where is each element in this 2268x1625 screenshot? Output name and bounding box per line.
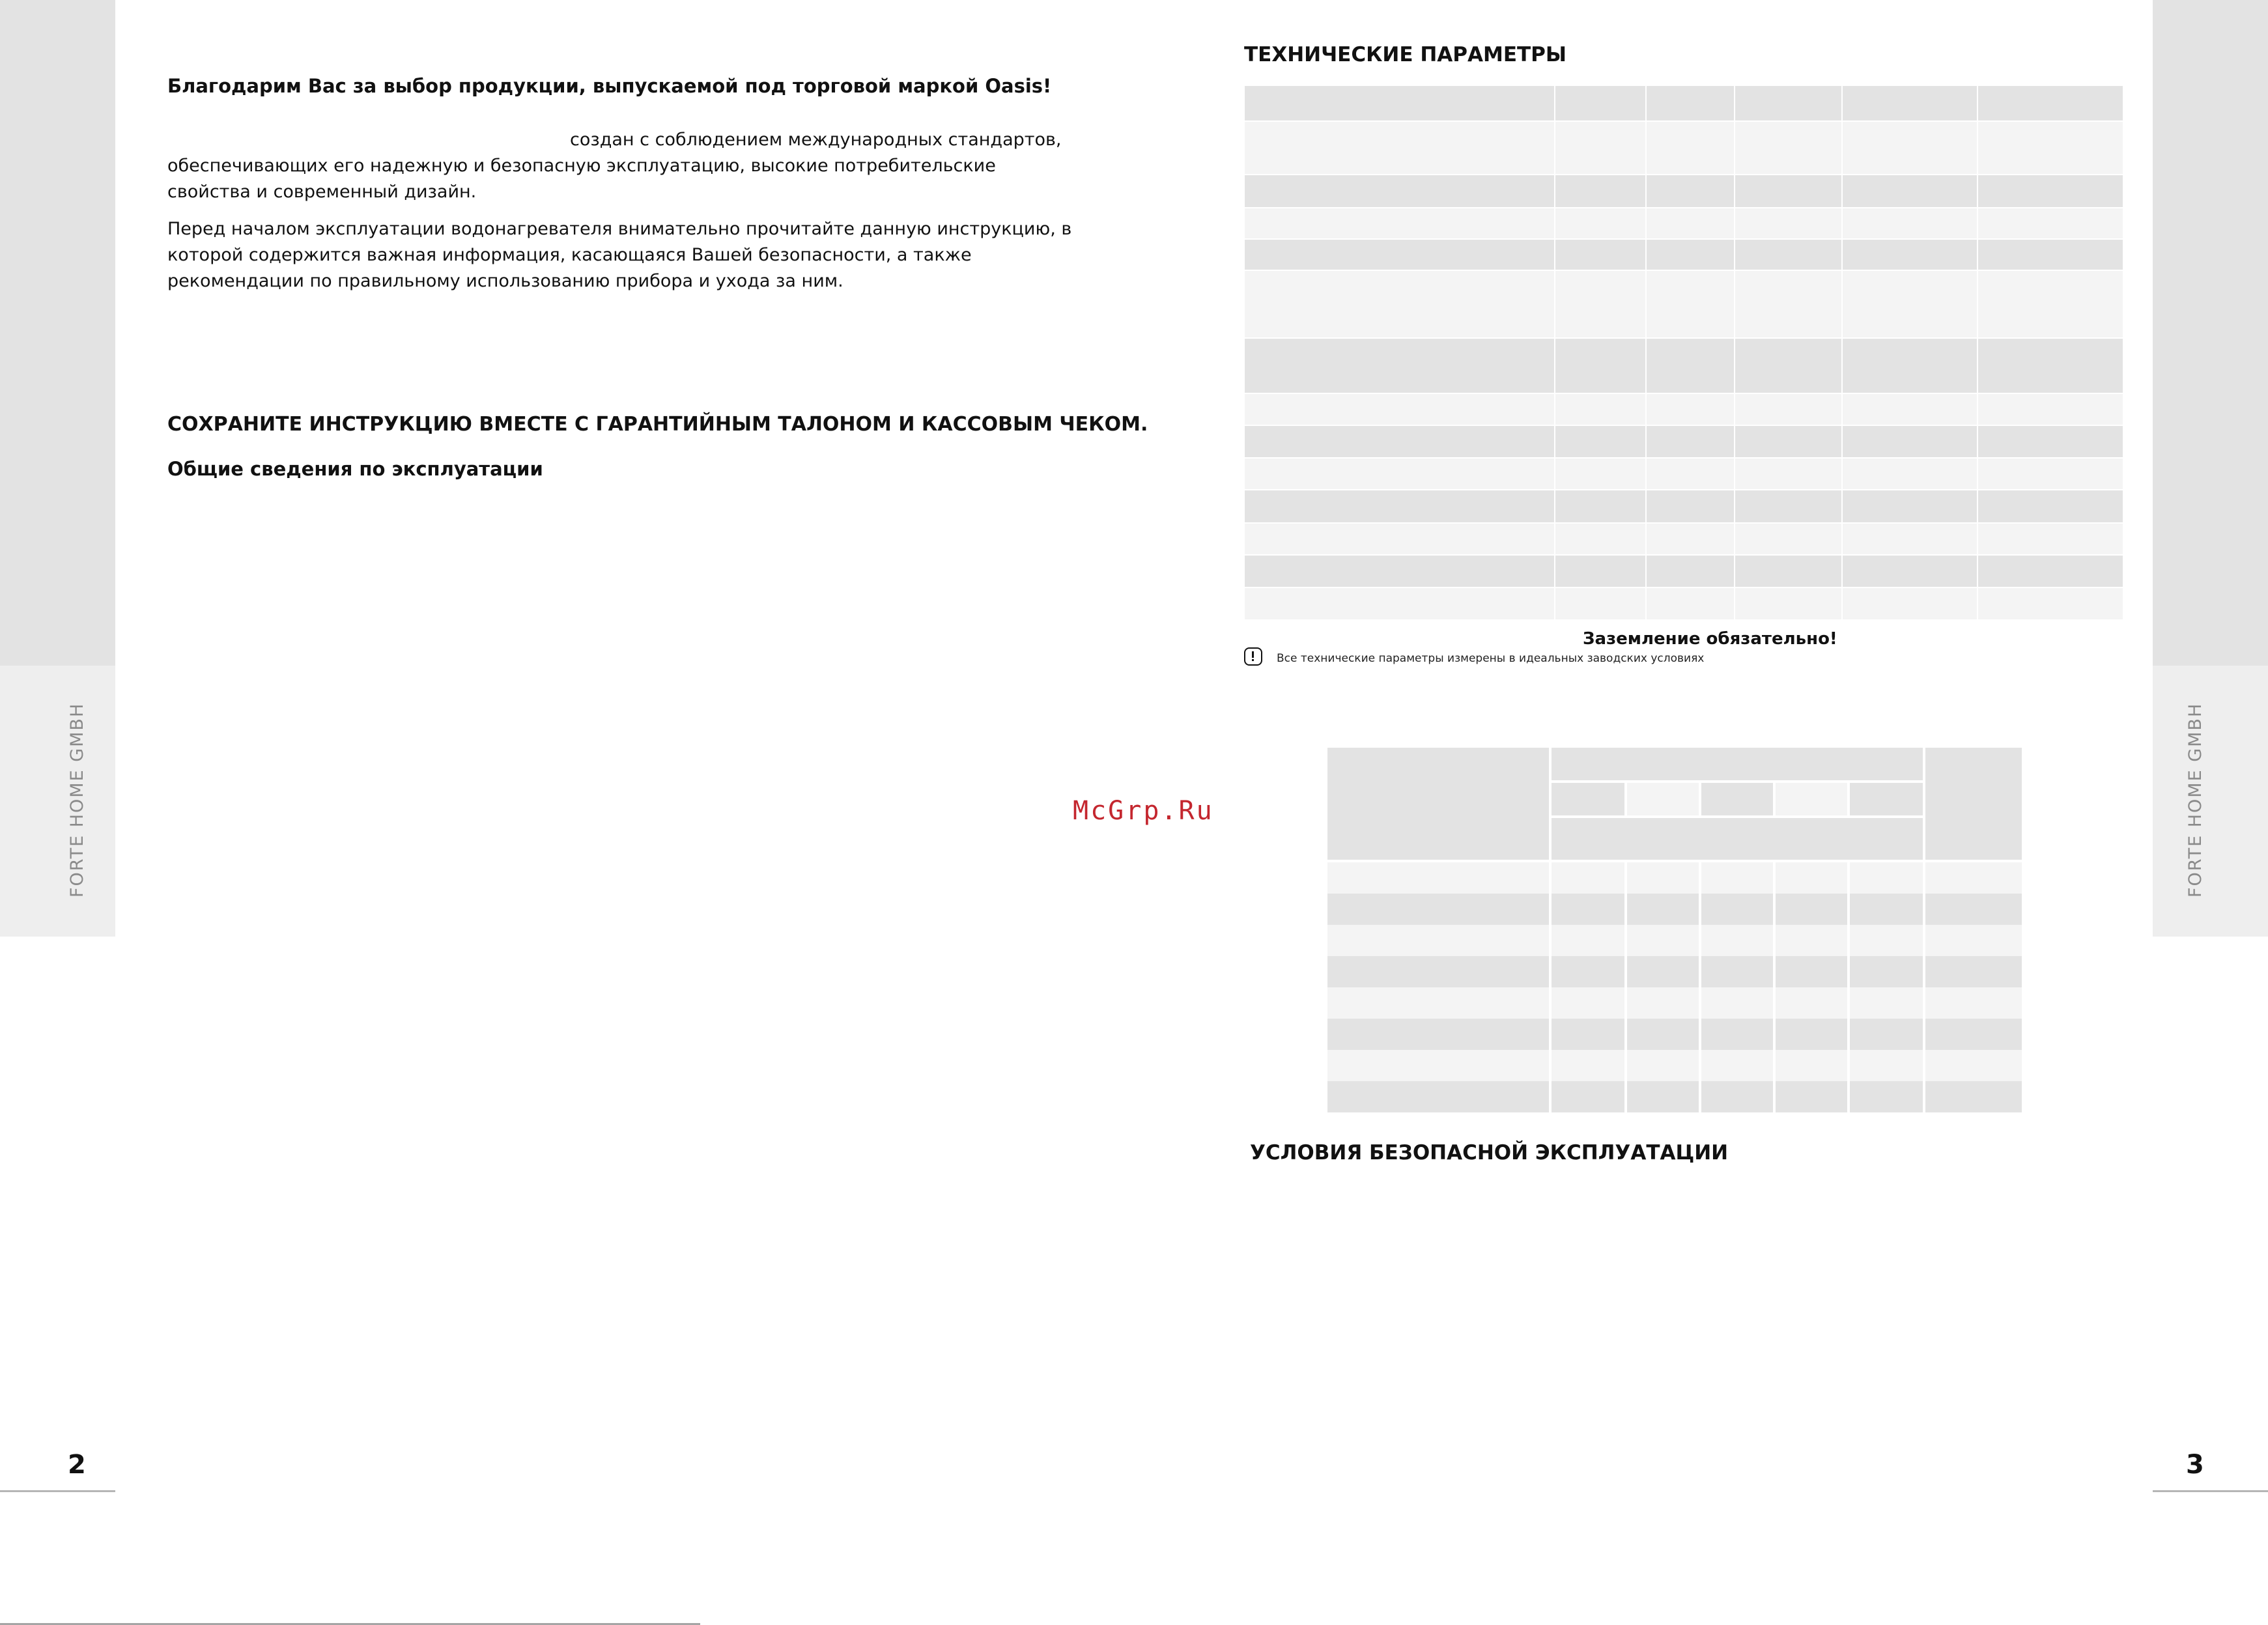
dimensions-table-cell: [1850, 1081, 1923, 1112]
dimensions-table-cell: [1776, 894, 1847, 925]
tech-table-cell: [1647, 271, 1734, 337]
tech-table-cell: [1978, 459, 2123, 489]
instruction-line: Перед началом эксплуатации водонагревателя внимательно прочитайте данную инструкцию, в: [167, 219, 1072, 239]
dimensions-table-cell: [1850, 925, 1923, 956]
dimensions-table-cell: [1327, 987, 1549, 1019]
tech-table-cell: [1647, 339, 1734, 393]
dimensions-table-cell: [1627, 987, 1699, 1019]
tech-table-cell: [1843, 556, 1977, 587]
tech-table-cell: [1245, 208, 1554, 238]
dimensions-table-cell: [1925, 1019, 2022, 1050]
dimensions-table-cell: [1327, 1019, 1549, 1050]
tech-table-cell: [1245, 556, 1554, 587]
dimensions-table-cell: [1701, 894, 1773, 925]
intro-line: свойства и современный дизайн.: [167, 182, 477, 202]
tech-table-cell: [1647, 588, 1734, 619]
dimensions-table-cell: [1850, 862, 1923, 894]
instruction-line: которой содержится важная информация, касающаяся Вашей безопасности, а также: [167, 245, 972, 265]
dimensions-table-cell: [1627, 783, 1699, 815]
tech-table-cell: [1245, 490, 1554, 522]
tech-table-cell: [1555, 426, 1645, 457]
dimensions-table-cell: [1776, 925, 1847, 956]
tech-table-cell: [1555, 271, 1645, 337]
dimensions-table-cell: [1776, 862, 1847, 894]
greeting-heading: Благодарим Вас за выбор продукции, выпускаемой под торговой маркой Oasis!: [167, 75, 1052, 97]
dimensions-table-cell: [1850, 956, 1923, 987]
grounding-note: Заземление обязательно!: [1583, 629, 1837, 649]
tech-table-cell: [1555, 175, 1645, 207]
dimensions-table-cell: [1776, 956, 1847, 987]
dimensions-table-cell: [1701, 862, 1773, 894]
dimensions-table-cell: [1701, 987, 1773, 1019]
tech-table-cell: [1978, 394, 2123, 425]
tech-table-cell: [1245, 175, 1554, 207]
tech-table-cell: [1245, 86, 1554, 120]
tech-table-cell: [1555, 122, 1645, 174]
tech-table-cell: [1647, 86, 1734, 120]
tech-table-cell: [1978, 339, 2123, 393]
tech-params-table: [1245, 86, 2124, 621]
intro-line: обеспечивающих его надежную и безопасную эксплуатацию, высокие потребительские: [167, 156, 996, 176]
tech-table-cell: [1735, 394, 1841, 425]
tech-table-cell: [1735, 490, 1841, 522]
dimensions-table-cell: [1701, 783, 1773, 815]
left-side-band-mid: [0, 666, 115, 937]
tech-table-cell: [1735, 122, 1841, 174]
tech-table-cell: [1647, 490, 1734, 522]
tech-table-cell: [1843, 490, 1977, 522]
tech-table-cell: [1245, 271, 1554, 337]
tech-table-cell: [1978, 122, 2123, 174]
dimensions-table-cell: [1925, 956, 2022, 987]
dimensions-table-cell: [1701, 1050, 1773, 1081]
dimensions-table-cell: [1776, 987, 1847, 1019]
tech-table-cell: [1843, 426, 1977, 457]
tech-table-cell: [1555, 588, 1645, 619]
dimensions-table-cell: [1776, 1081, 1847, 1112]
tech-table-cell: [1843, 240, 1977, 270]
right-side-band-top: [2153, 0, 2268, 666]
dimensions-table-cell: [1327, 862, 1549, 894]
left-page-number: 2: [68, 1450, 86, 1480]
tech-table-cell: [1843, 175, 1977, 207]
dimensions-table-cell: [1552, 894, 1624, 925]
tech-table-cell: [1245, 588, 1554, 619]
dimensions-table-cell: [1850, 894, 1923, 925]
dimensions-table-cell: [1552, 1050, 1624, 1081]
tech-table-cell: [1245, 339, 1554, 393]
dimensions-table-cell: [1327, 925, 1549, 956]
right-brand-vertical: FORTE HOME GMBH: [2185, 702, 2205, 897]
dimensions-table-cell: [1327, 956, 1549, 987]
safety-heading: УСЛОВИЯ БЕЗОПАСНОЙ ЭКСПЛУАТАЦИИ: [1250, 1141, 1729, 1165]
tech-table-cell: [1245, 524, 1554, 554]
tech-table-cell: [1978, 240, 2123, 270]
tech-params-heading: ТЕХНИЧЕСКИЕ ПАРАМЕТРЫ: [1244, 43, 1567, 66]
tech-table-cell: [1843, 208, 1977, 238]
dimensions-table-cell: [1925, 925, 2022, 956]
intro-paragraph: [167, 127, 1060, 205]
right-page-rule: [2153, 1490, 2268, 1492]
dimensions-table-cell: [1552, 748, 1923, 780]
dimensions-table-cell: [1701, 956, 1773, 987]
tech-table-cell: [1555, 208, 1645, 238]
dimensions-table-cell: [1552, 862, 1624, 894]
tech-table-cell: [1735, 175, 1841, 207]
tech-table-cell: [1843, 524, 1977, 554]
dimensions-table-cell: [1627, 925, 1699, 956]
dimensions-table-cell: [1627, 1019, 1699, 1050]
tech-table-cell: [1978, 556, 2123, 587]
instruction-line: рекомендации по правильному использованию прибора и ухода за ним.: [167, 271, 843, 291]
tech-table-cell: [1647, 426, 1734, 457]
tech-table-cell: [1647, 394, 1734, 425]
left-brand-vertical: FORTE HOME GMBH: [67, 702, 87, 897]
tech-table-cell: [1843, 86, 1977, 120]
dimensions-table-cell: [1850, 987, 1923, 1019]
tech-table-cell: [1245, 122, 1554, 174]
left-side-band-top: [0, 0, 115, 666]
dimensions-table-cell: [1925, 862, 2022, 894]
tech-table-cell: [1978, 588, 2123, 619]
tech-table-cell: [1735, 339, 1841, 393]
tech-table-cell: [1555, 524, 1645, 554]
dimensions-table-cell: [1327, 1081, 1549, 1112]
dimensions-table-cell: [1925, 1081, 2022, 1112]
tech-table-cell: [1735, 208, 1841, 238]
tech-table-cell: [1735, 588, 1841, 619]
tech-table-cell: [1735, 86, 1841, 120]
dimensions-table-cell: [1925, 1050, 2022, 1081]
tech-table-cell: [1978, 175, 2123, 207]
dimensions-table-cell: [1327, 1050, 1549, 1081]
right-side-band-mid: [2153, 666, 2268, 937]
instruction-paragraph: [167, 216, 1079, 294]
dimensions-table-cell: [1925, 748, 2022, 860]
dimensions-table-cell: [1627, 1081, 1699, 1112]
tech-table-cell: [1735, 556, 1841, 587]
tech-table-cell: [1555, 339, 1645, 393]
dimensions-table-cell: [1552, 1019, 1624, 1050]
warning-icon: [1244, 647, 1262, 666]
tech-table-cell: [1245, 426, 1554, 457]
tech-table-cell: [1978, 490, 2123, 522]
tech-table-cell: [1843, 271, 1977, 337]
tech-table-cell: [1843, 339, 1977, 393]
dimensions-table-cell: [1552, 1081, 1624, 1112]
dimensions-table-cell: [1327, 748, 1549, 860]
general-info-heading: Общие сведения по эксплуатации: [167, 458, 543, 480]
tech-table-cell: [1555, 556, 1645, 587]
dimensions-table-cell: [1925, 987, 2022, 1019]
tech-table-cell: [1735, 426, 1841, 457]
watermark: McGrp.Ru: [1073, 796, 1214, 826]
dimensions-table-cell: [1701, 1081, 1773, 1112]
dimensions-table-cell: [1850, 783, 1923, 815]
right-page-number: 3: [2186, 1450, 2204, 1480]
tech-table-cell: [1647, 208, 1734, 238]
save-notice-heading: СОХРАНИТЕ ИНСТРУКЦИЮ ВМЕСТЕ С ГАРАНТИЙНЫМ ТАЛОНОМ И КАССОВЫМ ЧЕКОМ.: [167, 413, 1148, 436]
tech-table-cell: [1555, 86, 1645, 120]
dimensions-table: [1327, 748, 2022, 1110]
dimensions-table-cell: [1850, 1050, 1923, 1081]
tech-table-cell: [1245, 240, 1554, 270]
tech-table-cell: [1647, 524, 1734, 554]
tech-table-cell: [1647, 459, 1734, 489]
tech-table-cell: [1245, 459, 1554, 489]
tech-table-cell: [1735, 524, 1841, 554]
tech-table-cell: [1555, 459, 1645, 489]
warning-note: Все технические параметры измерены в идеальных заводских условиях: [1277, 652, 1705, 665]
dimensions-table-cell: [1552, 925, 1624, 956]
tech-table-cell: [1555, 394, 1645, 425]
dimensions-table-cell: [1627, 1050, 1699, 1081]
dimensions-table-cell: [1627, 894, 1699, 925]
dimensions-table-cell: [1776, 783, 1847, 815]
dimensions-table-cell: [1327, 894, 1549, 925]
dimensions-table-cell: [1627, 862, 1699, 894]
dimensions-table-cell: [1776, 1050, 1847, 1081]
dimensions-table-cell: [1776, 1019, 1847, 1050]
tech-table-cell: [1843, 588, 1977, 619]
tech-table-cell: [1978, 524, 2123, 554]
tech-table-cell: [1555, 240, 1645, 270]
tech-table-cell: [1843, 459, 1977, 489]
tech-table-cell: [1647, 175, 1734, 207]
tech-table-cell: [1735, 271, 1841, 337]
tech-table-cell: [1978, 86, 2123, 120]
dimensions-table-cell: [1552, 956, 1624, 987]
tech-table-cell: [1647, 122, 1734, 174]
tech-table-cell: [1647, 240, 1734, 270]
tech-table-cell: [1978, 271, 2123, 337]
tech-table-cell: [1735, 459, 1841, 489]
dimensions-table-cell: [1850, 1019, 1923, 1050]
tech-table-cell: [1843, 394, 1977, 425]
dimensions-table-cell: [1552, 818, 1923, 860]
dimensions-table-cell: [1701, 1019, 1773, 1050]
dimensions-table-cell: [1627, 956, 1699, 987]
dimensions-table-cell: [1701, 925, 1773, 956]
tech-table-cell: [1735, 240, 1841, 270]
tech-table-cell: [1978, 426, 2123, 457]
intro-line: создан с соблюдением международных стандартов,: [570, 130, 1062, 150]
tech-table-cell: [1843, 122, 1977, 174]
dimensions-table-cell: [1552, 783, 1624, 815]
tech-table-cell: [1978, 208, 2123, 238]
dimensions-table-cell: [1552, 987, 1624, 1019]
tech-table-cell: [1647, 556, 1734, 587]
dimensions-table-cell: [1925, 894, 2022, 925]
tech-table-cell: [1245, 394, 1554, 425]
left-page-rule: [0, 1490, 115, 1492]
tech-table-cell: [1555, 490, 1645, 522]
